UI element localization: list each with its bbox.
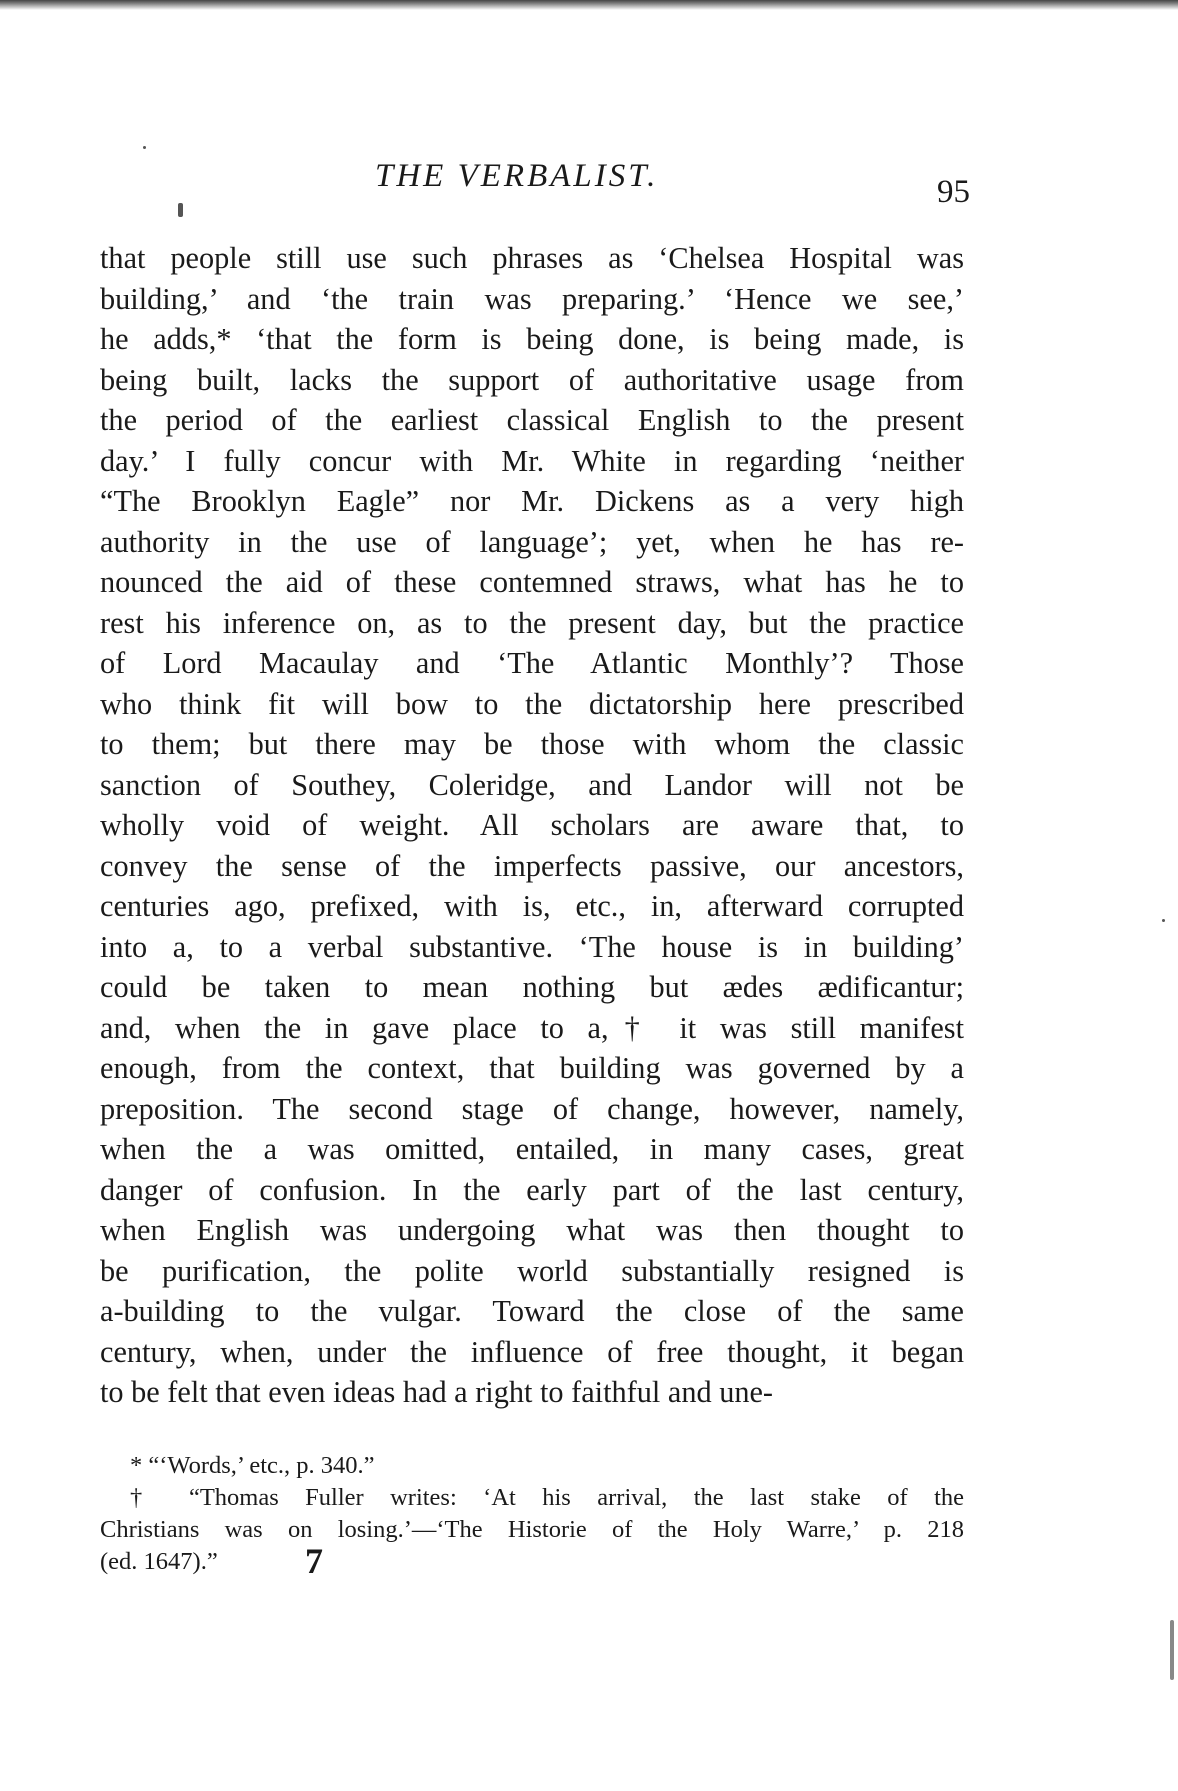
text-line: building,’ and ‘the train was preparing.’ ‘Hence we see,’ [100,281,964,316]
footnote-star: * “‘Words,’ etc., p. 340.” [130,1452,375,1479]
text-line: the period of the earliest classical English to the present [100,403,964,437]
text-line: to be felt that even ideas had a right to faithful and une- [100,1375,774,1409]
text-line: of Lord Macaulay and ‘The Atlantic Monthly’? Those [100,646,964,680]
text-line: authority in the use of language’; yet, when he has re- [100,524,964,559]
page-top-edge [0,0,1178,10]
text-line: he adds,* ‘that the form is being done, is being made, is [100,322,964,356]
running-header [90,158,970,210]
text-line: convey the sense of the imperfects passive, our ancestors, [100,848,964,883]
text-line: day.’ I fully concur with Mr. White in regarding ‘neither [100,443,964,478]
ink-speck [1170,1620,1174,1680]
text-line: be purification, the polite world substantially resigned is [100,1253,964,1288]
text-line: to them; but there may be those with whom the classic [100,727,964,761]
text-line: enough, from the context, that building was governed by a [100,1051,964,1085]
text-line: nounced the aid of these contemned straws, what has he to [100,565,964,599]
printer-signature-mark: 7 [305,1541,323,1581]
footnote-dagger-line: (ed. 1647).” [100,1548,218,1575]
text-line: rest his inference on, as to the present day, but the practice [100,605,964,640]
text-line: danger of confusion. In the early part of the last century, [100,1172,964,1207]
text-line: “The Brooklyn Eagle” nor Mr. Dickens as a very high [100,484,964,518]
text-line: who think fit will bow to the dictatorship here prescribed [100,686,964,721]
running-title: THE VERBALIST. [375,158,659,194]
text-line: wholly void of weight. All scholars are aware that, to [100,808,964,842]
page-number: 95 [937,174,970,210]
footnote-dagger-line: † “Thomas Fuller writes: ‘At his arrival, the last stake of the [130,1484,964,1511]
ink-speck [178,203,183,217]
text-line: and, when the in gave place to a,† it was still manifest [100,1010,964,1045]
text-line: sanction of Southey, Coleridge, and Landor will not be [100,767,964,802]
ink-speck [1162,919,1165,922]
text-line: could be taken to mean nothing but ædes ædificantur; [100,970,964,1004]
text-line: preposition. The second stage of change, however, namely, [100,1091,964,1126]
text-line: when the a was omitted, entailed, in many cases, great [100,1132,964,1166]
text-line: centuries ago, prefixed, with is, etc., in, afterward corrupted [100,889,964,923]
text-line: that people still use such phrases as ‘Chelsea Hospital was [100,241,964,275]
text-line: a-building to the vulgar. Toward the close of the same [100,1294,964,1328]
text-line: being built, lacks the support of authoritative usage from [100,362,964,397]
text-line: into a, to a verbal substantive. ‘The house is in building’ [100,929,964,964]
footnote-dagger-line: Christians was on losing.’—‘The Historie of the Holy Warre,’ p. 218 [100,1516,964,1543]
body-text [100,238,964,1413]
ink-speck [143,146,146,149]
text-line: when English was undergoing what was then thought to [100,1213,964,1247]
text-line: century, when, under the influence of free thought, it began [100,1334,964,1369]
footnotes [100,1450,964,1578]
